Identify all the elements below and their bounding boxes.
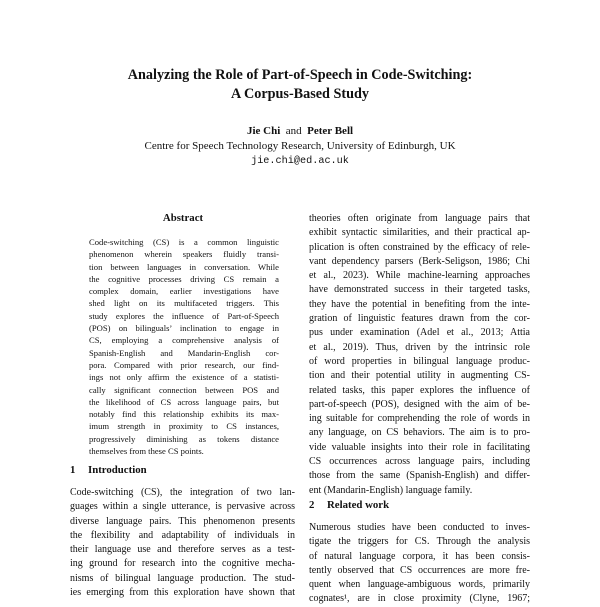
body-line: the flexibility and adaptability of individuals in bbox=[70, 529, 295, 541]
body-line: of word properties in bilingual language produc- bbox=[309, 355, 530, 367]
author-2: Peter Bell bbox=[307, 125, 354, 137]
body-line: their language use and therefore serves as a test- bbox=[70, 544, 295, 556]
abstract-line: progressively diminishing as tokens distance bbox=[89, 433, 279, 444]
abstract-line: ings not only affirm the existence of a statisti- bbox=[89, 372, 279, 383]
body-line: vide valuable insights into their role in facilitating bbox=[309, 441, 530, 453]
section-number: 1 bbox=[70, 464, 76, 476]
body-line: of natural language corpora, it has been consis- bbox=[309, 550, 530, 562]
affiliation: Centre for Speech Technology Research, University of Edinburgh, UK bbox=[144, 140, 456, 152]
abstract-body bbox=[89, 236, 279, 457]
right-column-body bbox=[309, 212, 530, 498]
body-line: exhibit syntactic similarities, and their practical ap- bbox=[309, 227, 530, 239]
author-1: Jie Chi bbox=[246, 125, 281, 137]
title-line-2: A Corpus-Based Study bbox=[231, 86, 369, 102]
abstract-line: tion between languages in conversation. While bbox=[89, 261, 279, 272]
body-line: CS occurrences across language pairs, including bbox=[309, 456, 530, 468]
section-heading-introduction bbox=[70, 463, 147, 477]
abstract-line: Spanish-English and Mandarin-English cor- bbox=[89, 347, 279, 358]
abstract-line: study explores the influence of Part-of-Speech bbox=[89, 310, 279, 321]
body-line: quent when language-ambiguous words, primarily bbox=[309, 579, 530, 591]
body-line: et al., 2019). Thus, driven by the intrinsic role bbox=[309, 341, 530, 353]
section-title: Introduction bbox=[88, 464, 147, 476]
section-heading-related-work bbox=[309, 498, 389, 512]
body-line: Code-switching (CS), the integration of two lan- bbox=[70, 487, 295, 498]
title-line-1: Analyzing the Role of Part-of-Speech in Code-Switching: bbox=[127, 67, 473, 83]
abstract-line: themselves from these CS points. bbox=[89, 446, 204, 457]
abstract-line: (POS) on bilinguals’ inclination to engage in bbox=[89, 323, 279, 334]
body-line: tigate the triggers for CS. Through the analysis bbox=[309, 536, 530, 548]
abstract-line: notably find this relationship exhibits its max- bbox=[89, 409, 279, 420]
body-line: gration of linguistic features drawn from the cor- bbox=[309, 313, 530, 325]
abstract-line: Code-switching (CS) is a common linguistic bbox=[89, 237, 279, 247]
body-line: tion and their potential utility in augmenting CS- bbox=[309, 370, 530, 382]
body-line: any language, on CS behaviors. The aim is to pro- bbox=[309, 427, 530, 439]
abstract-line: the cognitive processes driving CS remain a bbox=[89, 273, 279, 284]
abstract-line: imum strength in proximity to CS instances, bbox=[89, 421, 279, 432]
abstract-heading: Abstract bbox=[162, 212, 204, 224]
body-line: ies emerging from this exploration have shown that bbox=[70, 587, 295, 599]
body-line: they have the potential in benefiting from the inte- bbox=[309, 298, 530, 310]
section-title: Related work bbox=[327, 499, 390, 511]
abstract-line: shed light on its multifaceted triggers. This bbox=[89, 298, 279, 309]
body-line: ent (Mandarin-English) language family. bbox=[309, 484, 473, 496]
body-line: guages within a single utterance, is pervasive across bbox=[70, 501, 295, 513]
related-work-body bbox=[309, 521, 530, 607]
abstract-line: pora. Compared with prior research, our find- bbox=[89, 359, 279, 370]
author-block bbox=[40, 124, 560, 169]
abstract-line: the likelihood of CS across language pairs, but bbox=[89, 396, 279, 407]
body-line: tently observed that CS occurrences are more fre- bbox=[309, 564, 530, 576]
section-number: 2 bbox=[309, 499, 315, 511]
paper-title bbox=[40, 66, 560, 104]
body-line: Numerous studies have been conducted to inves- bbox=[309, 522, 530, 533]
abstract-line: CS, employing a comprehensive analysis of bbox=[89, 335, 279, 346]
body-line: have demonstrated success in their targeted tasks, bbox=[309, 284, 530, 296]
body-line: ing ground for research into the cognitive mecha- bbox=[70, 558, 295, 570]
body-line: related tasks, this paper explores the influence of bbox=[309, 384, 530, 396]
author-names bbox=[40, 124, 560, 139]
author-and: and bbox=[285, 125, 302, 137]
body-line: part-of-speech (POS), designed with the aim of be- bbox=[309, 398, 530, 410]
body-line: theories often originate from language pairs that bbox=[309, 213, 530, 224]
abstract-line: complex domain, earlier investigations have bbox=[89, 286, 279, 297]
abstract-line: cally significant connection between POS and bbox=[89, 384, 279, 395]
body-line: vant dependency parsers (Berk-Seligson, 1986; Chi bbox=[309, 255, 530, 267]
introduction-body bbox=[70, 486, 295, 600]
body-line: diverse language pairs. This phenomenon presents bbox=[70, 515, 295, 527]
body-line: those from the same (Spanish-English) and differ- bbox=[309, 470, 530, 482]
abstract-line: phenomenon wherein speakers fluidly transi- bbox=[89, 249, 279, 260]
body-line: cognates¹, are in close proximity (Clyne, 1967; bbox=[309, 593, 530, 605]
body-line: pus under examination (Adel et al., 2013; Attia bbox=[309, 327, 530, 339]
body-line: nisms of bilingual language production. The stud- bbox=[70, 572, 295, 584]
body-line: et al., 2023). While machine-learning approaches bbox=[309, 270, 530, 282]
body-line: ing suitable for comprehending the role of words in bbox=[309, 413, 530, 425]
author-email: jie.chi@ed.ac.uk bbox=[251, 156, 349, 167]
body-line: plication is often constrained by the efficacy of rele- bbox=[309, 241, 530, 253]
